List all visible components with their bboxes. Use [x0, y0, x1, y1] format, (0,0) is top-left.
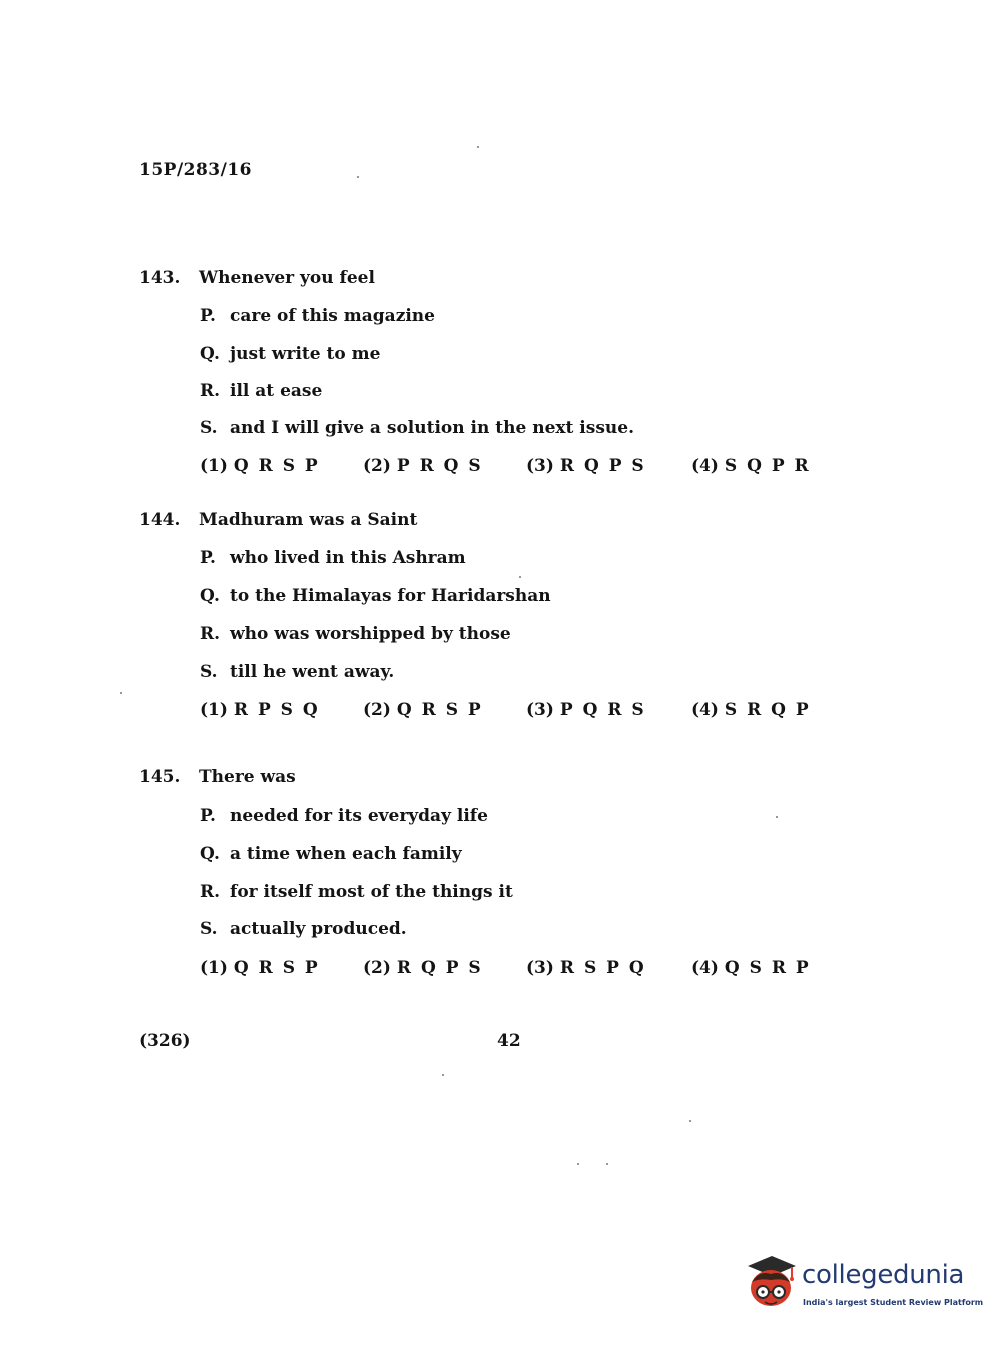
scan-speck	[442, 1074, 444, 1076]
part-letter: P.	[200, 306, 216, 326]
part-letter: R.	[200, 882, 221, 902]
question-stem: Whenever you feel	[199, 268, 375, 288]
option-2[interactable]	[363, 700, 483, 720]
option-sequence: S R Q P	[724, 700, 811, 720]
part-text: till he went away.	[230, 662, 395, 682]
option-2[interactable]	[363, 456, 483, 476]
part-letter: P.	[200, 806, 216, 826]
part-s	[200, 919, 407, 939]
scan-speck	[689, 1120, 691, 1122]
part-text: ill at ease	[230, 381, 323, 401]
part-letter: R.	[200, 381, 221, 401]
part-text: just write to me	[230, 344, 381, 364]
part-s	[200, 662, 394, 682]
option-number: (4)	[691, 456, 719, 476]
part-q	[200, 344, 380, 364]
option-number: (1)	[200, 700, 228, 720]
option-sequence: Q R S P	[396, 700, 483, 720]
scan-speck	[357, 176, 359, 178]
part-p	[200, 806, 488, 826]
option-sequence: S Q P R	[724, 456, 811, 476]
question-stem: Madhuram was a Saint	[199, 510, 418, 530]
option-number: (4)	[691, 958, 719, 978]
scan-speck	[606, 1163, 608, 1165]
part-p	[200, 306, 435, 326]
option-sequence: R Q P S	[559, 456, 646, 476]
part-text: who was worshipped by those	[230, 624, 511, 644]
paper-code: 15P/283/16	[139, 160, 253, 180]
part-text: needed for its everyday life	[230, 806, 488, 826]
brand-tagline: India's largest Student Review Platform	[803, 1298, 984, 1307]
part-q	[200, 586, 551, 606]
option-sequence: Q R S P	[233, 958, 320, 978]
option-sequence: Q S R P	[724, 958, 811, 978]
scan-speck	[477, 146, 479, 148]
option-sequence: Q R S P	[233, 456, 320, 476]
part-text: for itself most of the things it	[230, 882, 513, 902]
question-number: 144.	[139, 510, 181, 530]
question-stem-row	[139, 268, 375, 288]
option-number: (2)	[363, 958, 391, 978]
part-letter: Q.	[200, 344, 220, 364]
question-stem-row	[139, 767, 296, 787]
part-r	[200, 624, 511, 644]
option-sequence: P R Q S	[396, 456, 483, 476]
part-letter: Q.	[200, 586, 220, 606]
option-4[interactable]	[691, 700, 811, 720]
part-text: to the Himalayas for Haridarshan	[230, 586, 551, 606]
option-sequence: R Q P S	[396, 958, 483, 978]
option-sequence: P Q R S	[559, 700, 646, 720]
part-text: care of this magazine	[230, 306, 435, 326]
option-number: (1)	[200, 456, 228, 476]
question-number: 143.	[139, 268, 181, 288]
page-number: 42	[497, 1031, 521, 1051]
part-letter: P.	[200, 548, 216, 568]
part-letter: S.	[200, 919, 218, 939]
option-1[interactable]	[200, 958, 320, 978]
option-number: (2)	[363, 700, 391, 720]
part-q	[200, 844, 462, 864]
option-number: (3)	[526, 456, 554, 476]
question-number: 145.	[139, 767, 181, 787]
question-stem: There was	[199, 767, 296, 787]
part-p	[200, 548, 466, 568]
part-r	[200, 882, 513, 902]
brand-name: collegedunia	[802, 1260, 965, 1290]
part-text: a time when each family	[230, 844, 462, 864]
footer-code: (326)	[139, 1031, 191, 1051]
part-text: actually produced.	[230, 919, 407, 939]
option-2[interactable]	[363, 958, 483, 978]
scan-speck	[120, 692, 122, 694]
option-number: (4)	[691, 700, 719, 720]
option-sequence: R P S Q	[233, 700, 320, 720]
option-number: (3)	[526, 958, 554, 978]
option-4[interactable]	[691, 958, 811, 978]
scan-speck	[519, 576, 521, 578]
option-4[interactable]	[691, 456, 811, 476]
brand-watermark	[742, 1252, 982, 1312]
option-1[interactable]	[200, 456, 320, 476]
part-letter: S.	[200, 662, 218, 682]
option-3[interactable]	[526, 958, 646, 978]
scan-speck	[776, 816, 778, 818]
part-text: and I will give a solution in the next issue.	[230, 418, 634, 438]
option-1[interactable]	[200, 700, 320, 720]
part-s	[200, 418, 634, 438]
option-number: (1)	[200, 958, 228, 978]
scan-speck	[577, 1163, 579, 1165]
part-letter: S.	[200, 418, 218, 438]
part-letter: Q.	[200, 844, 220, 864]
option-number: (3)	[526, 700, 554, 720]
option-number: (2)	[363, 456, 391, 476]
option-3[interactable]	[526, 456, 646, 476]
part-text: who lived in this Ashram	[230, 548, 466, 568]
question-stem-row	[139, 510, 417, 530]
option-3[interactable]	[526, 700, 646, 720]
option-sequence: R S P Q	[559, 958, 646, 978]
part-r	[200, 381, 322, 401]
brand-mascot-icon	[742, 1252, 800, 1310]
part-letter: R.	[200, 624, 221, 644]
